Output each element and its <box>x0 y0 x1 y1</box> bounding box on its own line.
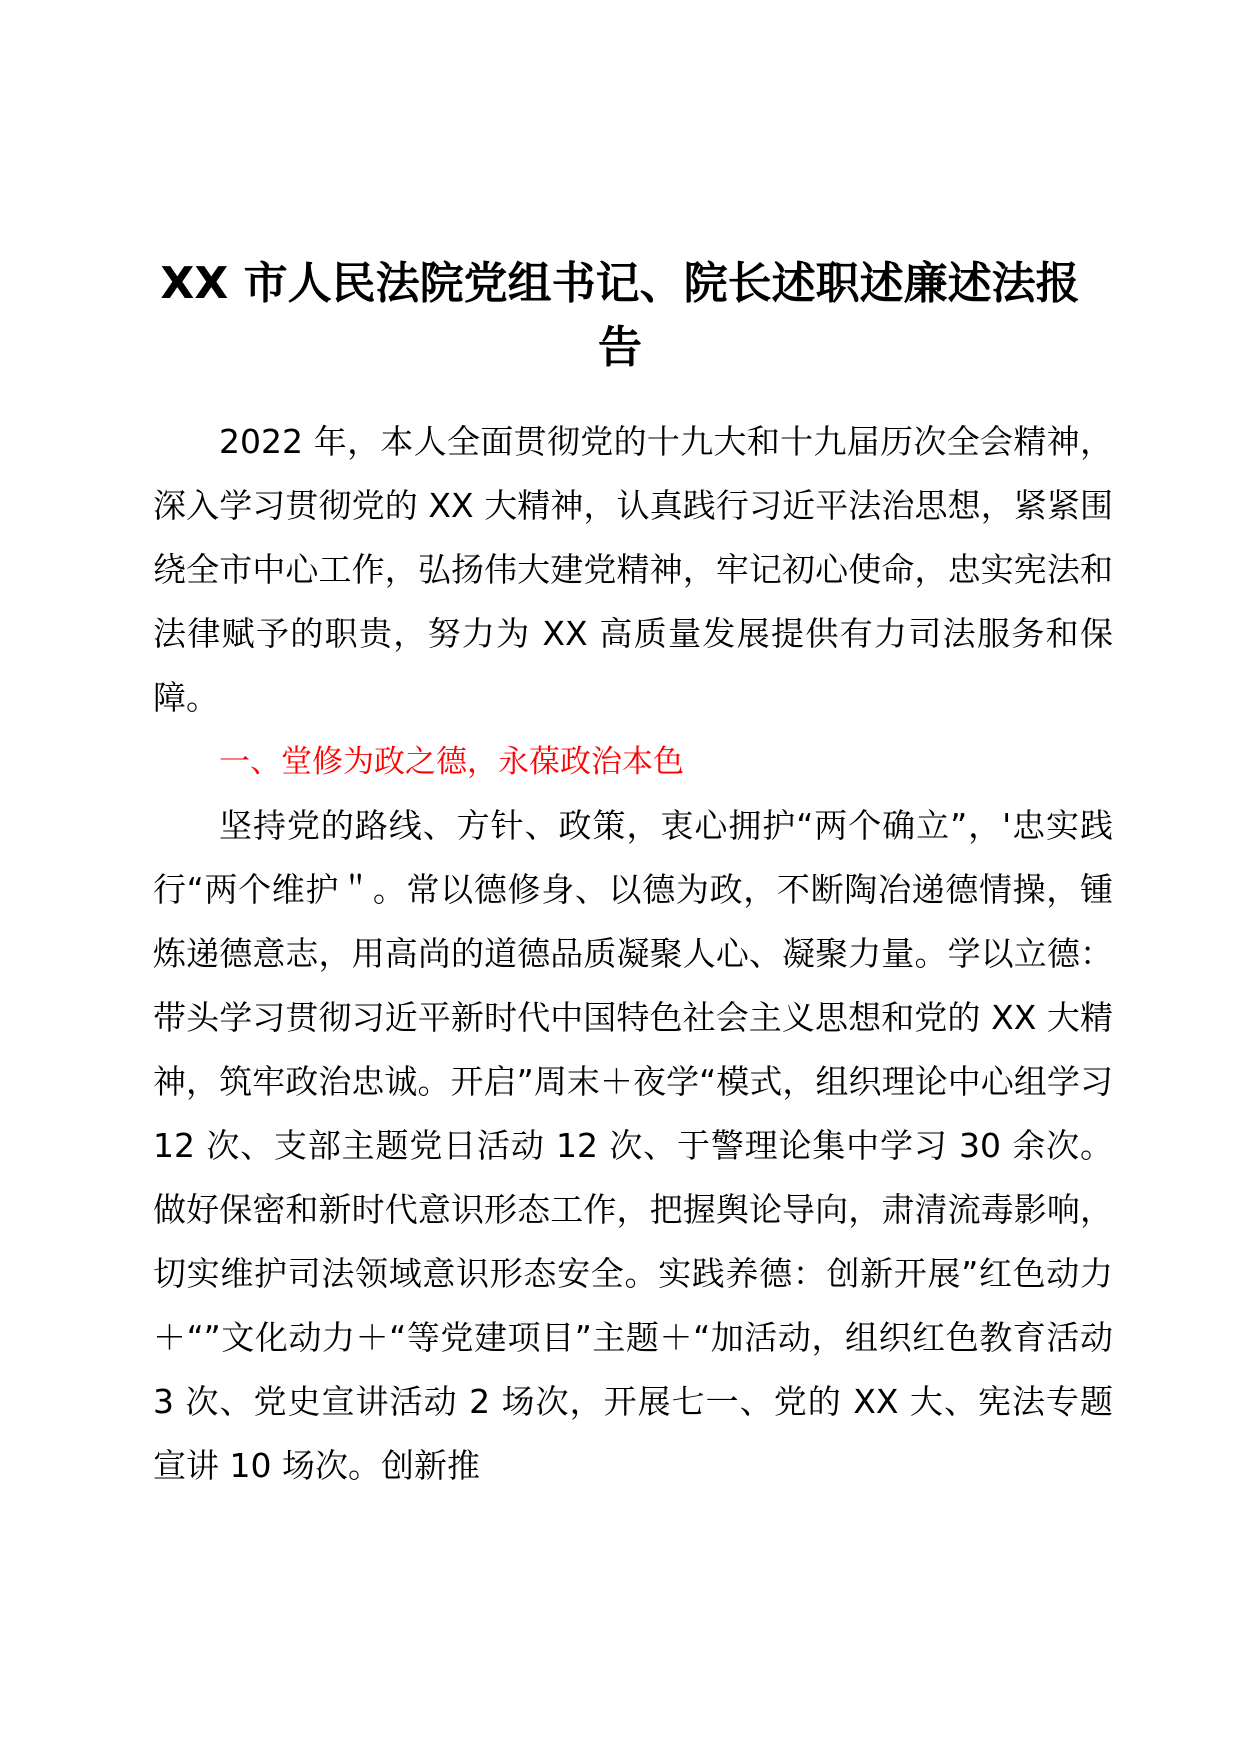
section-heading-1: 一、堂修为政之德，永葆政治本色 <box>219 744 684 780</box>
intro-paragraph: 2022 年，本人全面贯彻党的十九大和十九届历次全会精神，深入学习贯彻党的 XX 大精神，认真践行习近平法治思想，紧紧围绕全市中心工作，弘扬伟大建党精神，牢记初心使命，忠实宪法和法律赋予的职贵，努力为 XX 高质量发展提供有力司法服务和保障。 <box>153 422 1113 717</box>
section-1-paragraph: 坚持党的路线、方针、政策，衷心拥护“两个确立”，'忠实践行“两个维护＂。常以德修身、以德为政，不断陶冶递德情操，锺炼递德意志，用高尚的道德品质凝聚人心、凝聚力量。学以立德：带头学习贯彻习近平新时代中国特色社会主义思想和党的 XX 大精神，筑牢政治忠诚。开启”周末＋夜学“模式，组织理论中心组学习 12 次、支部主题党日活动 12 次、于警理论集中学习 30 余次。做好保密和新时代意识形态工作，把握舆论导向，肃清流毒影响，切实维护司法领域意识形态安全。实践养德：创新开展”红色动力＋“”文化动力＋“等党建项目”主题＋“加活动，组织红色教育活动 3 次、党史宣讲活动 2 场次，开展七一、党的 XX 大、宪法专题宣讲 10 场次。创新推 <box>153 806 1113 1485</box>
document-body <box>153 410 1113 1498</box>
document-title: XX 市人民法院党组书记、院长述职述廉述法报告 <box>160 258 1080 373</box>
